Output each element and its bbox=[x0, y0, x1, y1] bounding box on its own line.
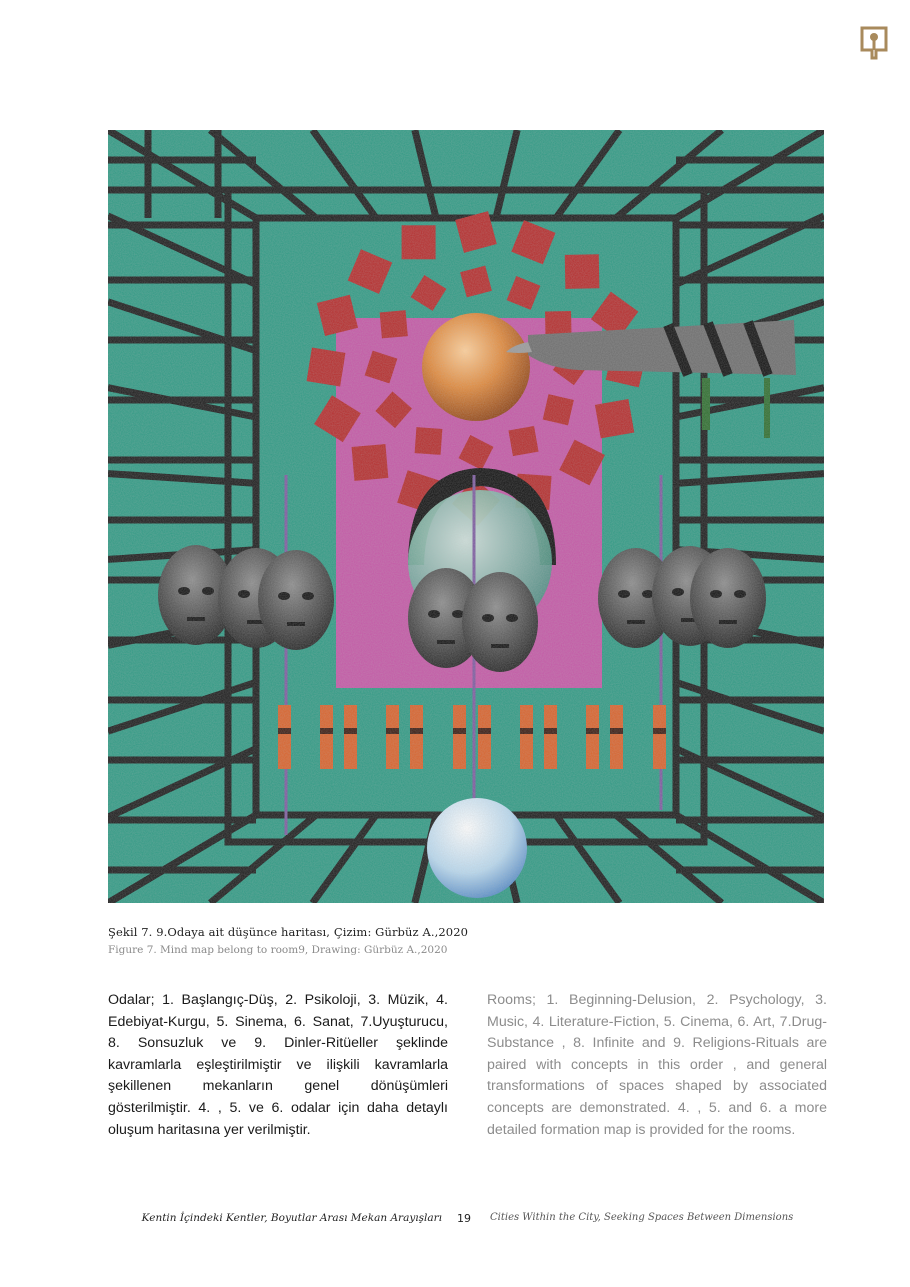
body-text-turkish: Odalar; 1. Başlangıç-Düş, 2. Psikoloji, 3. Müzik, 4. Edebiyat-Kurgu, 5. Sinema, 6. Sanat, 7.Uyuşturucu, 8. Sonsuzluk ve 9. Dinler-Ritüeller şeklinde kavramlarla eşleştirilmiştir ve ilişkili kavramlarla şekillenen mekanların genel dönüşümleri gösterilmiştir. 4. , 5. ve 6. odalar için daha detaylı oluşum haritasına yer verilmiştir. bbox=[108, 992, 448, 1138]
mind-map-illustration bbox=[108, 130, 824, 903]
footer-title-turkish: Kentin İçindeki Kentler, Boyutlar Arası Mekan Arayışları bbox=[141, 1212, 442, 1224]
footer-title-english: Cities Within the City, Seeking Spaces Between Dimensions bbox=[490, 1212, 794, 1223]
figure-caption-turkish: Şekil 7. 9.Odaya ait düşünce haritası, Çizim: Gürbüz A.,2020 bbox=[108, 925, 469, 939]
body-text-english: Rooms; 1. Beginning-Delusion, 2. Psychology, 3. Music, 4. Literature-Fiction, 5. Cinema, 6. Art, 7.Drug-Substance , 8. Infinite and 9. Religions-Rituals are paired with concepts in this order , and general transformations of spaces shaped by associated concepts are demonstrated. 4. , 5. and 6. a more detailed formation map is provided for the rooms. bbox=[487, 992, 827, 1138]
publisher-logo-icon bbox=[860, 26, 888, 60]
page-number: 19 bbox=[457, 1212, 471, 1225]
figure-caption-english: Figure 7. Mind map belong to room9, Drawing: Gürbüz A.,2020 bbox=[108, 944, 448, 956]
